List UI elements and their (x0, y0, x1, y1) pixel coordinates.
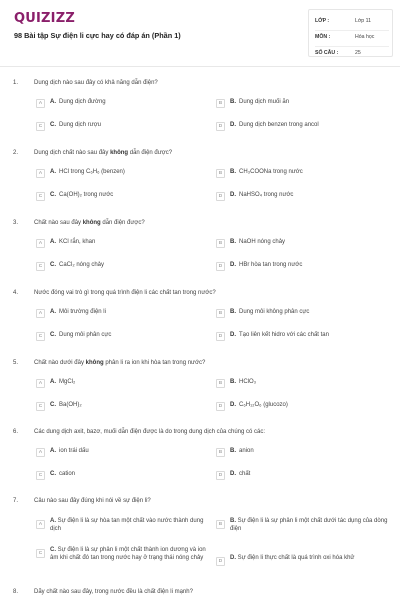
option-label: A. (50, 379, 56, 385)
option-text (230, 554, 354, 562)
option-text: anion (239, 448, 254, 454)
question-text: Dung dịch nào sau đây có khả năng dẫn điện? (34, 80, 158, 86)
option-label: B. (230, 518, 236, 524)
question-number: 3. (13, 220, 19, 226)
option-d[interactable] (216, 122, 319, 134)
option-letter-box: A (36, 309, 45, 318)
option-text: Ca(OH)₂ trong nước (59, 192, 114, 198)
option-text: chất (239, 471, 251, 477)
option-label: B. (230, 379, 236, 385)
option-text: CH₃COONa trong nước (239, 169, 303, 175)
option-d[interactable] (216, 332, 329, 344)
meta-subject (315, 30, 389, 42)
question-text: Câu nào sau đây đúng khi nói về sự điện li? (34, 498, 151, 504)
option-label: D. (230, 122, 236, 128)
question-number: 5. (13, 360, 19, 366)
option-label: A. (50, 239, 56, 245)
option-label: B. (230, 169, 236, 175)
option-text: Ba(OH)₂ (59, 402, 82, 408)
option-b[interactable] (216, 169, 303, 181)
option-text: C₆H₁₂O₆ (glucozo) (239, 402, 288, 408)
option-label: B. (230, 99, 236, 105)
quizizz-logo: QUIZIZZ (14, 11, 75, 26)
option-letter-box: B (216, 309, 225, 318)
option-text: Dung dịch rượu (59, 122, 101, 128)
option-label: C. (50, 471, 56, 477)
option-d[interactable] (216, 554, 390, 566)
option-text: HClO₃ (239, 379, 257, 385)
option-letter-box: D (216, 332, 225, 341)
option-b[interactable] (216, 517, 390, 533)
option-letter-box: D (216, 192, 225, 201)
question-text: Nước đóng vai trò gì trong quá trình điện li các chất tan trong nước? (34, 290, 216, 296)
option-text: Dung dịch đường (59, 99, 106, 105)
header-divider (0, 66, 400, 67)
option-text: HCl trong C₆H₆ (benzen) (59, 169, 125, 175)
option-text: CaCl₂ nóng chảy (59, 262, 105, 268)
meta-subject-value: Hóa học (355, 34, 375, 40)
question-emphasis: không (82, 220, 101, 226)
question-text-part: Chất nào sau đây (34, 220, 83, 226)
option-body: Sự điện li là sự phân li một chất dưới tác dụng của dòng điện (230, 518, 388, 532)
worksheet-header (0, 0, 400, 62)
worksheet-meta-box (308, 9, 393, 57)
option-d[interactable] (216, 192, 293, 204)
option-letter-box: A (36, 239, 45, 248)
option-text: KCl rắn, khan (59, 239, 96, 245)
option-text: Dung môi không phân cực (239, 309, 310, 315)
option-label: C. (50, 122, 56, 128)
meta-count (315, 46, 389, 58)
option-letter-box: A (36, 520, 45, 529)
option-letter-box: D (216, 122, 225, 131)
meta-grade (315, 15, 389, 27)
option-d[interactable] (216, 402, 288, 414)
option-letter-box: B (216, 239, 225, 248)
option-label: A. (50, 309, 56, 315)
option-text: NaHSO₄ trong nước (239, 192, 294, 198)
option-text: Dung dịch benzen trong ancol (239, 122, 319, 128)
option-label: B. (230, 239, 236, 245)
option-text: Dung dịch muối ăn (239, 99, 290, 105)
option-text: Tạo liên kết hidro với các chất tan (239, 332, 329, 338)
question-text-part: Dung dịch chất nào sau đây (34, 150, 111, 156)
question-emphasis: không (85, 360, 104, 366)
option-a[interactable] (36, 169, 125, 181)
option-letter-box: D (216, 557, 225, 566)
option-b[interactable] (216, 239, 285, 251)
option-label: D. (230, 555, 236, 561)
option-label: D. (230, 262, 236, 268)
option-text: cation (59, 471, 76, 477)
option-letter-box: B (216, 448, 225, 457)
option-letter-box: C (36, 471, 45, 480)
option-letter-box: B (216, 99, 225, 108)
option-a[interactable] (36, 379, 75, 391)
option-letter-box: C (36, 122, 45, 131)
option-body: Sự điện li là sự phân li một chất thành ion dương và ion âm khi chất đó tan trong nước hay ở trạng thái nóng chảy (50, 547, 206, 561)
question-text-part: phân li ra ion khi hòa tan trong nước? (103, 360, 206, 366)
option-c[interactable] (36, 471, 75, 483)
option-a[interactable] (36, 517, 214, 533)
option-letter-box: A (36, 448, 45, 457)
option-letter-box: C (36, 332, 45, 341)
meta-subject-key: MÔN : (315, 34, 331, 40)
worksheet-title: 98 Bài tập Sự điện li cực hay có đáp án (Phần 1) (14, 31, 181, 40)
option-letter-box: B (216, 169, 225, 178)
option-text: HBr hòa tan trong nước (239, 262, 303, 268)
option-letter-box: D (216, 402, 225, 411)
option-label: C. (50, 192, 56, 198)
option-label: C. (50, 332, 56, 338)
option-text (50, 517, 214, 533)
meta-count-value: 25 (355, 50, 361, 56)
option-label: A. (50, 448, 56, 454)
option-a[interactable] (36, 99, 106, 111)
question-text (34, 220, 145, 226)
option-c[interactable] (36, 262, 104, 274)
question-text-part: Chất nào dưới đây (34, 360, 86, 366)
option-c[interactable] (36, 192, 113, 204)
option-letter-box: B (216, 520, 225, 529)
option-letter-box: C (36, 192, 45, 201)
option-label: C. (50, 547, 56, 553)
option-c[interactable] (36, 122, 101, 134)
option-label: A. (50, 169, 56, 175)
meta-grade-key: LỚP : (315, 18, 330, 24)
option-label: B. (230, 448, 236, 454)
option-letter-box: C (36, 262, 45, 271)
question-number: 2. (13, 150, 19, 156)
meta-count-key: SỐ CÂU : (315, 50, 339, 56)
option-letter-box: C (36, 402, 45, 411)
question-number: 6. (13, 429, 19, 435)
option-label: A. (50, 518, 56, 524)
option-label: D. (230, 192, 236, 198)
question-text-part: dẫn điện được? (100, 220, 145, 226)
option-b[interactable] (216, 448, 254, 460)
option-label: A. (50, 99, 56, 105)
option-c[interactable] (36, 402, 82, 414)
meta-grade-value: Lớp 11 (355, 18, 371, 24)
option-b[interactable] (216, 99, 289, 111)
option-b[interactable] (216, 309, 309, 321)
option-text: ion trái dấu (59, 448, 89, 454)
question-text: Các dung dịch axit, bazơ, muối dẫn điện được là do trong dung dịch của chúng có các: (34, 429, 266, 435)
option-text: MgCl₂ (59, 379, 76, 385)
option-a[interactable] (36, 448, 89, 460)
option-text: Dung môi phân cực (59, 332, 112, 338)
option-label: D. (230, 402, 236, 408)
question-emphasis: không (110, 150, 129, 156)
option-letter-box: A (36, 169, 45, 178)
option-letter-box: A (36, 379, 45, 388)
option-letter-box: A (36, 99, 45, 108)
question-text-part: dẫn điện được? (128, 150, 173, 156)
option-d[interactable] (216, 262, 302, 274)
option-label: C. (50, 262, 56, 268)
option-text (230, 517, 390, 533)
option-a[interactable] (36, 239, 95, 251)
question-text: Dãy chất nào sau đây, trong nước đều là chất điện li mạnh? (34, 589, 193, 595)
option-body: Sự điện li thực chất là quá trình oxi hóa khử (237, 555, 355, 561)
option-d[interactable] (216, 471, 250, 483)
option-a[interactable] (36, 309, 106, 321)
option-label: B. (230, 309, 236, 315)
question-number: 4. (13, 290, 19, 296)
option-letter-box: B (216, 379, 225, 388)
option-c[interactable] (36, 546, 214, 562)
question-number: 7. (13, 498, 19, 504)
option-text (50, 546, 214, 562)
option-letter-box: D (216, 262, 225, 271)
option-c[interactable] (36, 332, 111, 344)
option-body: Sự điện li là sự hòa tan một chất vào nước thành dung dịch (50, 518, 204, 532)
option-label: C. (50, 402, 56, 408)
option-letter-box: C (36, 549, 45, 558)
question-number: 1. (13, 80, 19, 86)
option-label: D. (230, 471, 236, 477)
question-text (34, 360, 205, 366)
option-text: NaOH nóng chảy (239, 239, 286, 245)
option-text: Môi trường điện li (59, 309, 106, 315)
option-b[interactable] (216, 379, 256, 391)
option-letter-box: D (216, 471, 225, 480)
option-label: D. (230, 332, 236, 338)
question-text (34, 150, 172, 156)
question-number: 8. (13, 589, 19, 595)
